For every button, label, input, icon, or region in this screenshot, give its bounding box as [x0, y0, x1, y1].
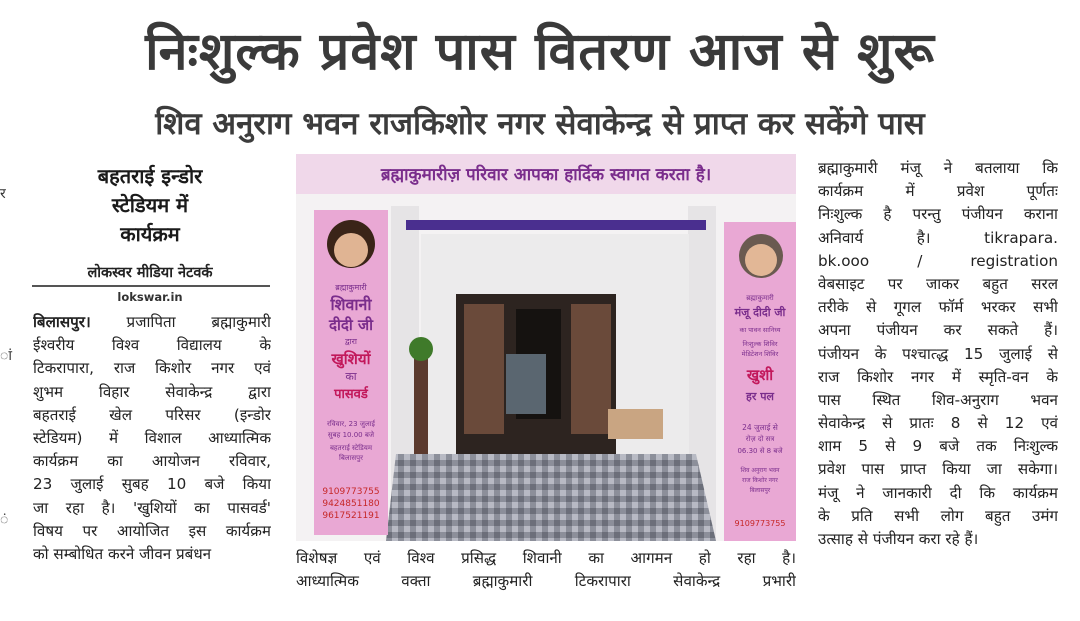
heading-line: स्टेडियम में [111, 193, 189, 217]
text-line: सेवाकेन्द्र से प्रातः 8 से 12 एवं [818, 414, 1058, 433]
left-banner-line: ब्रह्माकुमारी [335, 283, 367, 292]
text-line: ईश्वरीय विश्व विद्यालय के [33, 336, 271, 355]
right-banner-line: खुशी [746, 366, 774, 384]
text-line: अनिवार्य है। tikrapara. [818, 228, 1058, 247]
left-banner-line: शिवानी [330, 295, 372, 314]
right-banner-line: ब्रह्माकुमारी [746, 294, 774, 302]
text-line: प्रवेश पास प्राप्त किया जा सकेगा। [818, 460, 1058, 479]
text-line: अपना पंजीयन कर सकते हैं। [818, 321, 1058, 340]
text-line: मंजू ने जानकारी दी कि कार्यक्रम [818, 483, 1058, 502]
text-line: राज किशोर नगर में स्मृति-वन के [818, 367, 1058, 386]
right-banner-line: का पावन सानिध्य [739, 326, 781, 334]
column1-heading [30, 162, 270, 249]
text-line: उत्साह से पंजीयन करा रहे हैं। [818, 530, 979, 548]
heading-line: कार्यक्रम [120, 222, 180, 246]
subheadline: शिव अनुराग भवन राजकिशोर नगर सेवाकेन्द्र से प्राप्त कर सकेंगे पास [155, 106, 925, 142]
byline-divider [32, 285, 270, 287]
right-banner-line: निःशुल्क शिविर [742, 340, 778, 348]
left-banner-line: पासवर्ड [334, 387, 368, 402]
left-banner-detail: रविवार, 23 जुलाई [327, 420, 375, 428]
right-banner-line: मेडिटेशन शिविर [741, 350, 779, 358]
text-line: तरीके से गूगल फॉर्म भरकर सभी [818, 298, 1058, 317]
left-banner-line: द्वारा [344, 337, 358, 346]
right-banner-detail: 06.30 से 8 बजे [737, 447, 783, 455]
text-line: विशेषज्ञ एवं विश्व प्रसिद्ध शिवानी का आगमन हो रहा है। [296, 549, 796, 567]
photo-illustration [296, 154, 796, 541]
text-line: कार्यक्रम में प्रवेश पूर्णतः [818, 182, 1058, 201]
text-line: जा रहा है। 'खुशियों का पासवर्ड' [33, 498, 271, 517]
text-line: बहतराई खेल परिसर (इन्डोर [33, 405, 271, 424]
left-banner-line: दीदी जी [329, 316, 373, 334]
text-line: कार्यक्रम का आयोजन रविवार, [33, 452, 271, 471]
text-line: निःशुल्क है परन्तु पंजीयन कराना [818, 205, 1058, 224]
right-banner-detail: बिलासपुर [749, 487, 771, 494]
text-line: bk.ooo / registration [818, 251, 1058, 270]
left-banner-phone: 9617521191 [322, 511, 380, 521]
text-line: पास स्थित शिव-अनुराग भवन [818, 390, 1058, 409]
left-banner-phone: 9424851180 [322, 499, 380, 509]
right-banner-line: मंजू दीदी जी [734, 306, 786, 319]
text-line: शुभम विहार सेवाकेन्द्र द्वारा [33, 382, 271, 401]
text-line: 23 जुलाई सुबह 10 बजे किया [33, 475, 271, 494]
dateline: बिलासपुर। [33, 313, 91, 331]
right-banner-line: हर पल [746, 390, 774, 403]
text-line: पंजीयन के पश्चात्द्ध 15 जुलाई से [818, 344, 1058, 363]
right-banner-detail: राज किशोर नगर [742, 477, 778, 484]
left-banner-detail: बहतराई स्टेडियम [329, 444, 373, 452]
left-banner-line: खुशियों [331, 350, 371, 368]
right-banner-phone: 9109773755 [734, 519, 786, 528]
margin-fragment: र [0, 186, 6, 202]
text-line: को सम्बोधित करने जीवन प्रबंधन [33, 544, 212, 563]
left-banner-detail: बिलासपुर [339, 454, 363, 462]
margin-fragment: ं [0, 512, 9, 528]
left-banner-detail: सुबह 10.00 बजे [327, 431, 375, 439]
left-banner-phone: 9109773755 [322, 487, 380, 497]
headline: निःशुल्क प्रवेश पास वितरण आज से शुरू [145, 22, 935, 82]
text-line: विषय पर आयोजित इस कार्यक्रम [33, 521, 271, 540]
margin-fragment: ां [0, 348, 12, 364]
top-banner-text: ब्रह्माकुमारीज़ परिवार आपका हार्दिक स्वागत करता है। [380, 165, 712, 185]
text-line: स्टेडियम) में विशाल आध्यात्मिक [33, 428, 271, 447]
column1-text [33, 311, 271, 566]
text-line: आध्यात्मिक वक्ता ब्रह्माकुमारी टिकरापारा सेवाकेन्द्र प्रभारी [296, 572, 796, 591]
right-banner-detail: शिव अनुराग भवन [740, 467, 780, 474]
text-line: के प्रति सभी लोग बहुत उमंग [818, 506, 1058, 525]
right-banner-detail: 24 जुलाई से [742, 423, 778, 432]
text-line: वेबसाइट पर जाकर बहुत सरल [818, 274, 1058, 293]
text-line: ब्रह्माकुमारी मंजू ने बतलाया कि [818, 159, 1058, 177]
column-middle-text [296, 547, 796, 593]
text-line: टिकरापारा, राज किशोर नगर एवं [33, 359, 271, 378]
text-line: बिलासपुर। प्रजापिता ब्रह्माकुमारी [33, 313, 271, 331]
column3-text [818, 157, 1058, 551]
heading-line: बहतराई इन्डोर [97, 164, 203, 188]
right-banner-detail: रोज़ दो सत्र [745, 435, 775, 443]
news-photo [296, 154, 796, 541]
left-banner-line: का [345, 370, 357, 383]
byline: लोकस्वर मीडिया नेटवर्क [87, 265, 213, 281]
source-url: lokswar.in [117, 290, 183, 304]
text-line: शाम 5 से 9 बजे तक निःशुल्क [818, 437, 1058, 456]
